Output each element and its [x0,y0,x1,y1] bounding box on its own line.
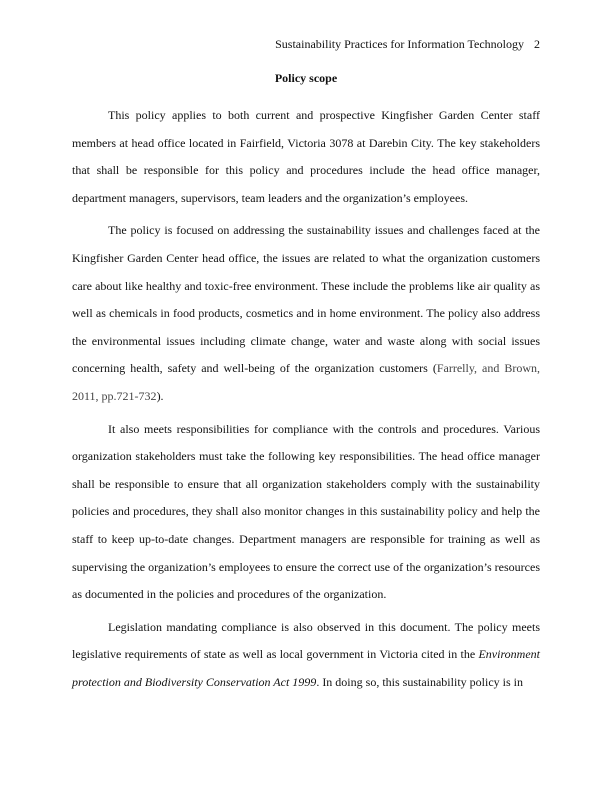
paragraph-scope: This policy applies to both current and prospective Kingfisher Garden Center staff members at head office located in Fairfield, Victoria 3078 at Darebin City. The key stakeholders that shall be responsible for this policy and procedures include the head office manager, department managers, supervisors, team leaders and the organization’s employees. [72,108,540,205]
paragraph-focus-text: The policy is focused on addressing the sustainability issues and challenges faced at the Kingfisher Garden Center head office, the issues are related to what the organization customers care about like healthy and toxic-free environment. These include the problems like air quality as well as chemicals in food products, cosmetics and in home environment. The policy also address the environmental issues including climate change, water and waste along with social issues concerning health, safety and well-being of the organization customers ( [72,223,540,376]
paragraph-legislation [72,614,540,697]
paragraph-responsibilities: It also meets responsibilities for compliance with the controls and procedures. Various organization stakeholders must take the following key responsibilities. The head office manager shall be responsible to ensure that all organization stakeholders comply with the sustainability policies and procedures, they shall also monitor changes in this sustainability policy and help the staff to keep up-to-date changes. Department managers are responsible for training as well as supervising the organization’s employees to ensure the correct use of the organization’s resources as documented in the policies and procedures of the organization. [72,421,540,602]
running-title: Sustainability Practices for Information Technology [275,37,524,51]
act-title: Environment protection and Biodiversity Conservation Act 1999 [72,647,540,689]
section-title: Policy scope [274,71,338,85]
running-header [275,36,540,52]
document-body [72,102,540,701]
paragraph-focus-end: ). [156,388,164,403]
paragraph-legislation-text: Legislation mandating compliance is also observed in this document. The policy meets legislative requirements of state as well as local government in Victoria cited in the [72,619,540,662]
paragraph-focus [72,217,540,410]
page-number: 2 [534,37,540,51]
citation: Farrelly, and Brown, 2011, pp.721-732 [72,361,540,403]
paragraph-legislation-end: . In doing so, this sustainability policy is in [316,674,523,689]
